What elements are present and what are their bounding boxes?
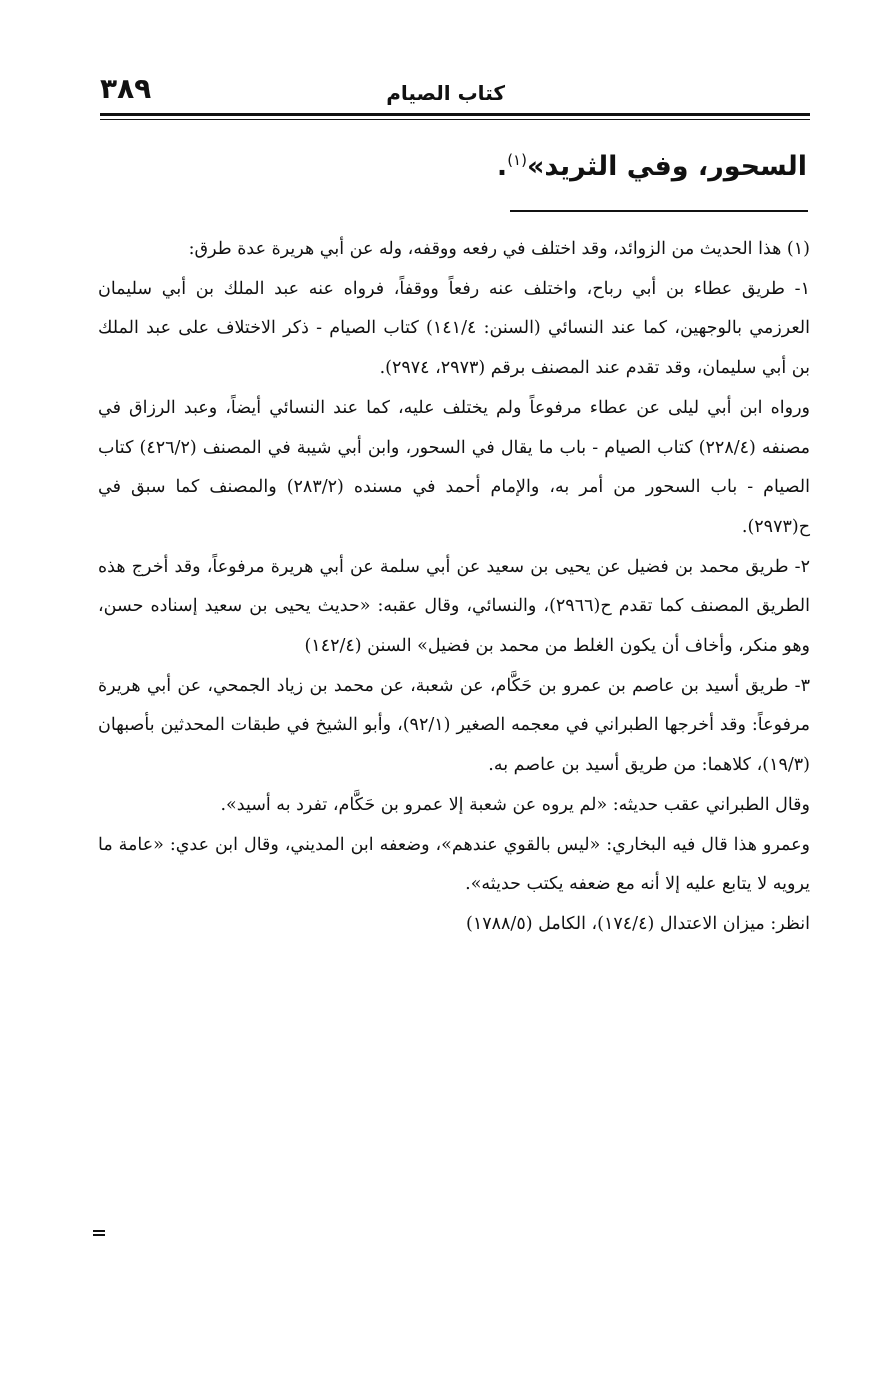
footnote-path-2: ٢- طريق محمد بن فضيل عن يحيى بن سعيد عن أبي سلمة عن أبي هريرة مرفوعاً، وقد أخرج هذه الطريق المصنف كما تقدم ح(٢٩٦٦)، والنسائي، وقال عقبه: «حديث يحيى بن سعيد إسناده حسن، وهو منكر، وأخاف أن يكون الغلط من محمد بن فضيل» السنن (١٤٢/٤) bbox=[98, 556, 810, 657]
main-text-line: السحور، وفي الثريد» bbox=[526, 151, 807, 182]
footnote-intro: (١) هذا الحديث من الزوائد، وقد اختلف في رفعه ووقفه، وله عن أبي هريرة عدة طرق: bbox=[188, 239, 810, 259]
header-rule-thin bbox=[100, 119, 810, 120]
footnote-reference: (١) bbox=[507, 151, 527, 169]
footnote-references: انظر: ميزان الاعتدال (١٧٤/٤)، الكامل (١٧٨٨/٥) bbox=[466, 913, 810, 934]
footnote-path-1: ١- طريق عطاء بن أبي رباح، واختلف عنه رفعاً ووقفاً، فرواه عنه عبد الملك بن أبي سليمان العرزمي بالوجهين، كما عند النسائي (السنن: ١٤١/٤) كتاب الصيام - ذكر الاختلاف على عبد الملك بن أبي سليمان، وقد تقدم عند المصنف برقم (٢٩٧٣، ٢٩٧٤). bbox=[98, 278, 810, 379]
footnote-tabarani-comment: وقال الطبراني عقب حديثه: «لم يروه عن شعبة إلا عمرو بن حَكَّام، تفرد به أسيد». bbox=[220, 794, 810, 815]
page-number: ٣٨٩ bbox=[100, 72, 152, 105]
main-text-end: . bbox=[496, 151, 508, 182]
footnote-amr-assessment: وعمرو هذا قال فيه البخاري: «ليس بالقوي عندهم»، وضعفه ابن المديني، وقال ابن عدي: «عامة ما يرويه لا يتابع عليه إلا أنه مع ضعفه يكتب حديثه». bbox=[98, 834, 810, 895]
main-text bbox=[87, 138, 807, 189]
header-rule-thick bbox=[100, 113, 810, 116]
page-header bbox=[100, 70, 810, 116]
footnote-path-3: ٣- طريق أسيد بن عاصم بن عمرو بن حَكَّام، عن شعبة، عن محمد بن زياد الجمحي، عن أبي هريرة مرفوعاً: وقد أخرجها الطبراني في معجمه الصغير (٩٢/١)، وأبو الشيخ في طبقات المحدثين بأصبهان (١٩/٣)، كلاهما: من طريق أسيد بن عاصم به. bbox=[98, 675, 811, 776]
footnote-path-1-continued: ورواه ابن أبي ليلى عن عطاء مرفوعاً ولم يختلف عليه، كما عند النسائي أيضاً، وعبد الرزاق في مصنفه (٢٢٨/٤) كتاب الصيام - باب ما يقال في السحور، وابن أبي شيبة في المصنف (٤٢٦/٢) كتاب الصيام - باب السحور من أمر به، والإمام أحمد في مسنده (٢٨٣/٢) والمصنف كما سبق في ح(٢٩٧٣). bbox=[98, 397, 810, 537]
running-title: كتاب الصيام bbox=[386, 81, 505, 105]
footnotes bbox=[98, 230, 810, 945]
continuation-mark bbox=[93, 1230, 105, 1238]
footnote-separator bbox=[510, 210, 808, 212]
